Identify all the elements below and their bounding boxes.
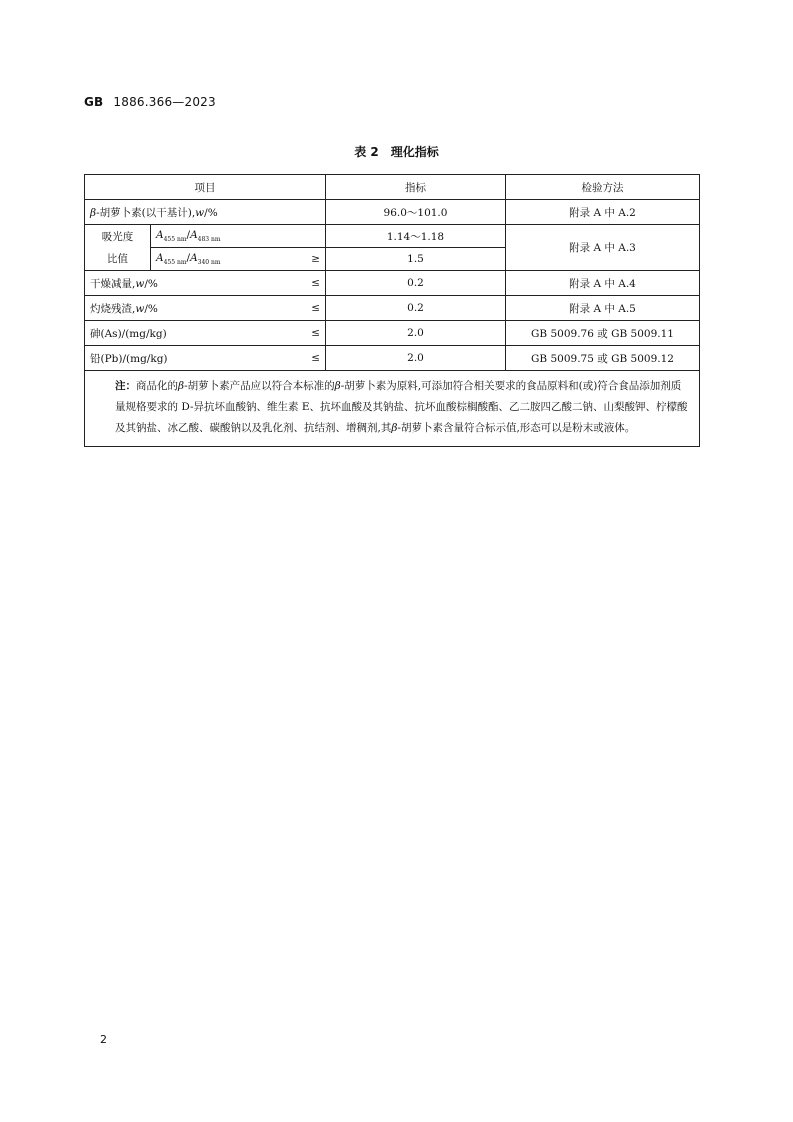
table-row xyxy=(85,200,700,225)
table-row xyxy=(85,271,700,296)
row-value: 0.2 xyxy=(326,296,506,321)
row-item: β-胡萝卜素(以干基计),w/% xyxy=(85,200,326,225)
row-value: 0.2 xyxy=(326,271,506,296)
absorbance-ratio: $A_{455 nm}/A_{340 nm}$ ≥ xyxy=(151,248,326,271)
absorbance-ratio: $A_{455 nm}/A_{483 nm}$ xyxy=(151,225,326,248)
row-item: 灼烧残渣,w/% ≤ xyxy=(85,296,326,321)
row-method: 附录 A 中 A.5 xyxy=(506,296,700,321)
row-method: 附录 A 中 A.4 xyxy=(506,271,700,296)
column-header-spec: 指标 xyxy=(326,175,506,200)
table-row xyxy=(85,346,700,371)
table-number: 表 2 xyxy=(354,145,379,159)
document-header xyxy=(84,95,216,109)
row-item: 砷(As)/(mg/kg) ≤ xyxy=(85,321,326,346)
row-method: GB 5009.75 或 GB 5009.12 xyxy=(506,346,700,371)
page-number: 2 xyxy=(100,1033,107,1046)
row-method: 附录 A 中 A.2 xyxy=(506,200,700,225)
standard-prefix: GB xyxy=(84,95,104,109)
table-note-row xyxy=(85,371,700,447)
table-row xyxy=(85,321,700,346)
table-row xyxy=(85,296,700,321)
physicochemical-table xyxy=(84,174,700,447)
table-note: 注：商品化的β-胡萝卜素产品应以符合本标准的β-胡萝卜素为原料,可添加符合相关要求的食品原料和(或)符合食品添加剂质量规格要求的 D-异抗坏血酸钠、维生素 E、抗坏血酸及其钠盐、抗坏血酸棕榈酸酯、乙二胺四乙酸二钠、山梨酸钾、柠檬酸及其钠盐、冰乙酸、碳酸钠以及乳化剂、抗结剂、增稠剂,其β-胡萝卜素含量符合标示值,形态可以是粉末或液体。 xyxy=(85,371,700,447)
table-row-absorbance-1 xyxy=(85,225,700,248)
row-value: 2.0 xyxy=(326,321,506,346)
absorbance-label: 吸光度 比值 xyxy=(85,225,151,271)
row-value: 1.14～1.18 xyxy=(326,225,506,248)
table-caption xyxy=(0,143,793,160)
table-header-row xyxy=(85,175,700,200)
row-value: 96.0～101.0 xyxy=(326,200,506,225)
row-item: 干燥减量,w/% ≤ xyxy=(85,271,326,296)
table-title: 理化指标 xyxy=(390,145,439,159)
row-method: GB 5009.76 或 GB 5009.11 xyxy=(506,321,700,346)
standard-number: 1886.366—2023 xyxy=(113,95,216,109)
row-method: 附录 A 中 A.3 xyxy=(506,225,700,271)
column-header-item: 项目 xyxy=(85,175,326,200)
column-header-method: 检验方法 xyxy=(506,175,700,200)
row-item: 铅(Pb)/(mg/kg) ≤ xyxy=(85,346,326,371)
row-value: 2.0 xyxy=(326,346,506,371)
row-value: 1.5 xyxy=(326,248,506,271)
